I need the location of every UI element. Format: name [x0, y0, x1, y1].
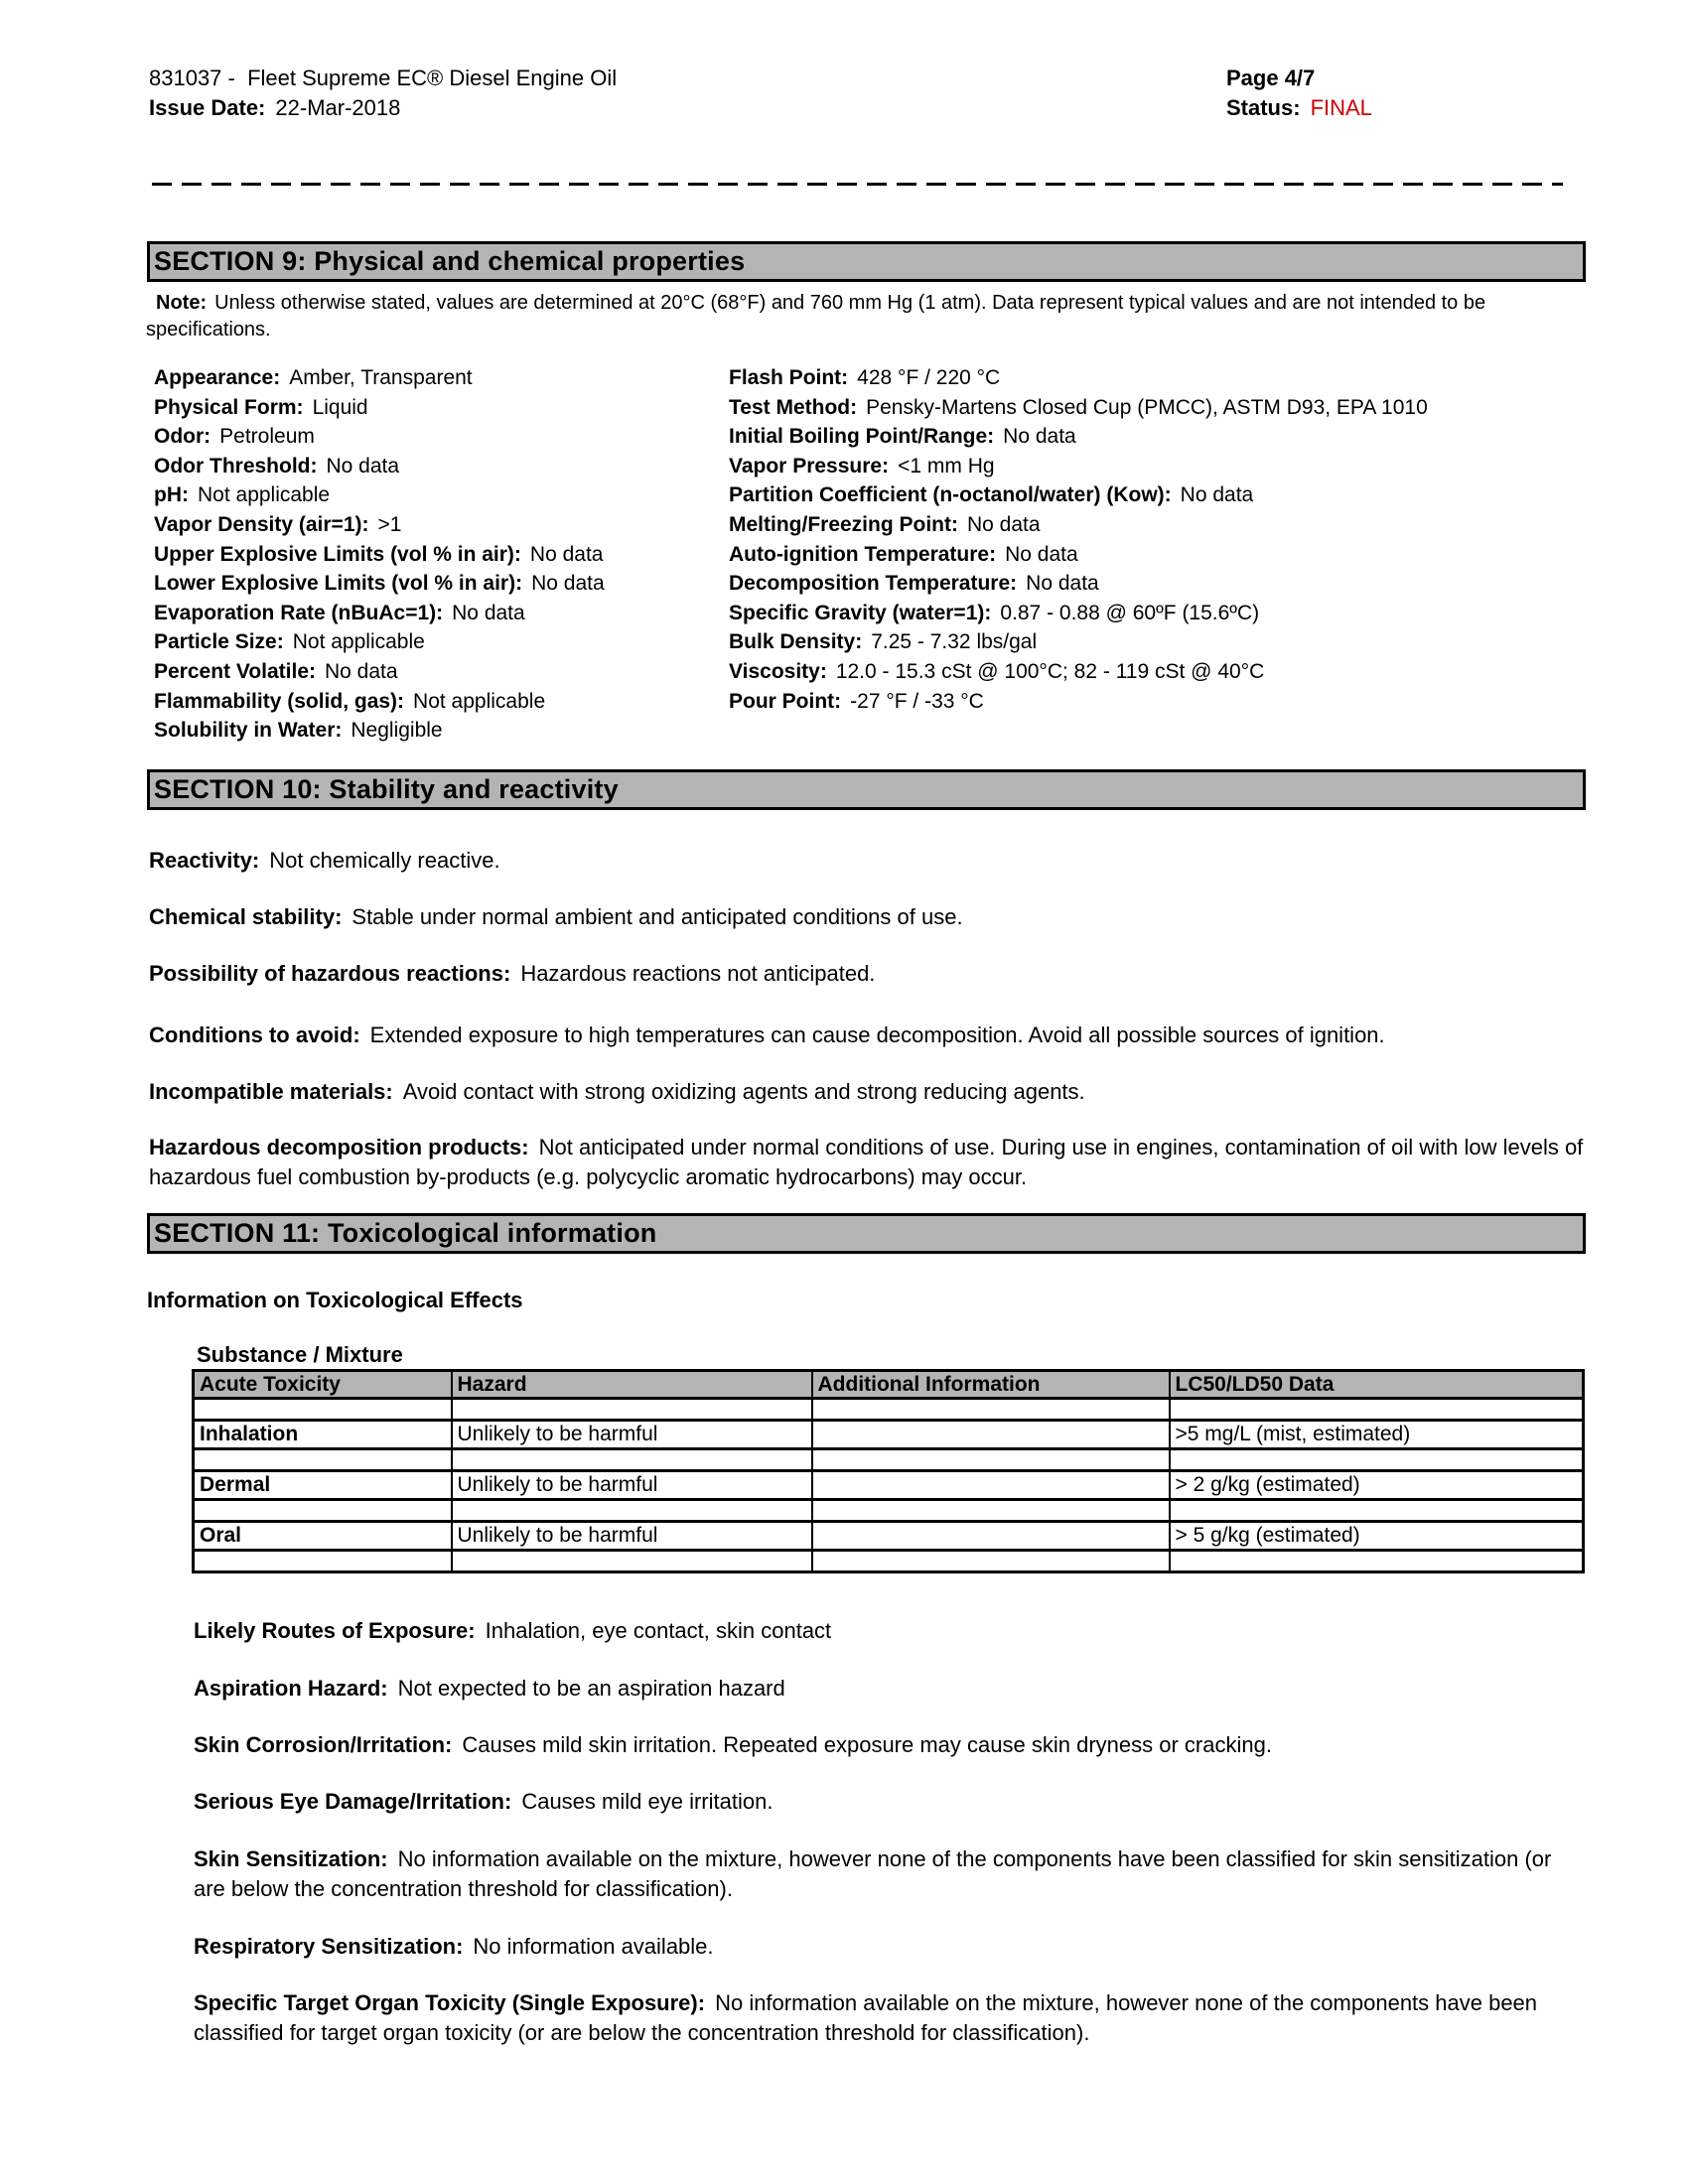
prop-partition-coefficient [729, 480, 1428, 510]
para-value: Extended exposure to high temperatures can cause decomposition. Avoid all possible sources of ignition. [369, 1023, 1385, 1047]
prop-label: Decomposition Temperature: [729, 572, 1018, 596]
prop-label: Partition Coefficient (n-octanol/water) (Kow): [729, 483, 1172, 507]
prop-label: Evaporation Rate (nBuAc=1): [154, 601, 444, 624]
spacer-row [194, 1449, 1584, 1471]
prop-value: Liquid [312, 395, 368, 419]
prop-value: -27 °F / -33 °C [850, 689, 984, 713]
para-value: Hazardous reactions not anticipated. [520, 961, 876, 986]
para-value: Inhalation, eye contact, skin contact [485, 1618, 832, 1643]
prop-label: Test Method: [729, 395, 858, 419]
para-value: No information available on the mixture, however none of the components have been classified for skin sensitization (or are below the concentration threshold for classification). [194, 1846, 1552, 1901]
prop-appearance [154, 363, 605, 393]
prop-label: Vapor Density (air=1): [154, 512, 369, 536]
skin-corrosion-irritation [194, 1730, 1579, 1760]
product-title: 831037 - Fleet Supreme EC® Diesel Engine Oil [149, 66, 618, 90]
issue-date-value: 22-Mar-2018 [275, 95, 401, 120]
prop-solubility-in-water [154, 716, 605, 746]
col-header-hazard: Hazard [452, 1371, 812, 1399]
section-9-note [146, 290, 1588, 343]
empty-cell [194, 1551, 452, 1572]
col-header-additional-information: Additional Information [812, 1371, 1170, 1399]
status-value: FINAL [1310, 95, 1372, 120]
prop-flammability [154, 687, 605, 717]
section-9-header: SECTION 9: Physical and chemical properties [147, 241, 1586, 282]
table-row-oral [194, 1522, 1584, 1551]
acute-toxicity-table [192, 1369, 1585, 1573]
empty-cell [1170, 1500, 1584, 1522]
prop-label: Flammability (solid, gas): [154, 689, 405, 713]
para-value: Avoid contact with strong oxidizing agents and strong reducing agents. [402, 1079, 1085, 1104]
para-value: No information available on the mixture, however none of the components have been classified for target organ toxicity (or are below the concentration threshold for classification). [194, 1990, 1538, 2045]
prop-label: Melting/Freezing Point: [729, 512, 958, 536]
route-cell: Oral [194, 1522, 452, 1551]
para-value: Causes mild skin irritation. Repeated exposure may cause skin dryness or cracking. [462, 1732, 1272, 1757]
prop-melting-freezing-point [729, 510, 1428, 540]
para-label: Conditions to avoid: [149, 1023, 360, 1047]
para-value: Causes mild eye irritation. [521, 1789, 774, 1814]
empty-cell [194, 1449, 452, 1471]
empty-cell [812, 1399, 1170, 1421]
prop-value: 0.87 - 0.88 @ 60ºF (15.6ºC) [1000, 601, 1260, 624]
prop-test-method [729, 393, 1428, 423]
empty-cell [812, 1500, 1170, 1522]
empty-cell [1170, 1399, 1584, 1421]
prop-vapor-density [154, 510, 605, 540]
table-header-row [194, 1371, 1584, 1399]
prop-label: Particle Size: [154, 630, 284, 654]
prop-value: No data [1003, 425, 1076, 449]
prop-value: Not applicable [292, 630, 425, 654]
prop-label: Specific Gravity (water=1): [729, 601, 992, 624]
para-label: Respiratory Sensitization: [194, 1934, 464, 1959]
header-divider [152, 183, 1563, 186]
lc50-cell: > 2 g/kg (estimated) [1170, 1471, 1584, 1500]
prop-lower-explosive-limits [154, 569, 605, 599]
prop-label: Lower Explosive Limits (vol % in air): [154, 572, 523, 596]
prop-flash-point [729, 363, 1428, 393]
prop-label: Initial Boiling Point/Range: [729, 425, 995, 449]
status-line [1226, 93, 1372, 123]
prop-value: Not applicable [198, 483, 331, 507]
para-label: Aspiration Hazard: [194, 1676, 388, 1701]
prop-value: No data [325, 659, 398, 683]
prop-odor [154, 422, 605, 452]
hazard-cell: Unlikely to be harmful [452, 1421, 812, 1449]
chemical-stability [149, 902, 1594, 932]
toxicological-effects-subtitle: Information on Toxicological Effects [147, 1288, 523, 1312]
prop-vapor-pressure [729, 452, 1428, 481]
para-label: Skin Sensitization: [194, 1846, 388, 1871]
prop-pour-point [729, 687, 1428, 717]
prop-evaporation-rate [154, 599, 605, 628]
prop-label: Physical Form: [154, 395, 304, 419]
prop-label: Auto-ignition Temperature: [729, 542, 997, 566]
prop-value: No data [1026, 572, 1099, 596]
prop-value: No data [1180, 483, 1254, 507]
para-value: Not expected to be an aspiration hazard [397, 1676, 785, 1701]
empty-cell [452, 1449, 812, 1471]
para-value: Not chemically reactive. [269, 848, 500, 873]
additional-info-cell [812, 1421, 1170, 1449]
para-label: Incompatible materials: [149, 1079, 393, 1104]
prop-value: Pensky-Martens Closed Cup (PMCC), ASTM D93, EPA 1010 [866, 395, 1428, 419]
para-label: Chemical stability: [149, 904, 343, 929]
empty-cell [194, 1500, 452, 1522]
prop-viscosity [729, 657, 1428, 687]
prop-initial-boiling-point [729, 422, 1428, 452]
additional-info-cell [812, 1522, 1170, 1551]
reactivity [149, 846, 1594, 876]
prop-value: No data [1005, 542, 1078, 566]
empty-cell [1170, 1551, 1584, 1572]
document-header-left [149, 64, 617, 123]
para-label: Specific Target Organ Toxicity (Single Exposure): [194, 1990, 706, 2015]
para-label: Skin Corrosion/Irritation: [194, 1732, 453, 1757]
section-11-header: SECTION 11: Toxicological information [147, 1213, 1586, 1254]
conditions-to-avoid [149, 1021, 1594, 1050]
respiratory-sensitization [194, 1932, 1579, 1962]
prop-value: No data [452, 601, 525, 624]
prop-value: Negligible [351, 719, 443, 743]
prop-label: Bulk Density: [729, 630, 863, 654]
hazard-cell: Unlikely to be harmful [452, 1522, 812, 1551]
aspiration-hazard [194, 1674, 1579, 1704]
prop-label: Appearance: [154, 366, 281, 389]
page-number: Page 4/7 [1226, 66, 1316, 90]
table-row-dermal [194, 1471, 1584, 1500]
note-text: Unless otherwise stated, values are determined at 20°C (68°F) and 760 mm Hg (1 atm). Data represent typical values and are not intended to be specifications. [146, 292, 1486, 341]
prop-label: Vapor Pressure: [729, 454, 890, 478]
incompatible-materials [149, 1077, 1594, 1107]
prop-label: pH: [154, 483, 189, 507]
spacer-row [194, 1399, 1584, 1421]
spacer-row [194, 1551, 1584, 1572]
document-header-right [1226, 64, 1372, 123]
prop-value: No data [531, 572, 605, 596]
prop-value: No data [326, 454, 400, 478]
section-10-header: SECTION 10: Stability and reactivity [147, 769, 1586, 810]
empty-cell [452, 1551, 812, 1572]
table-row-inhalation [194, 1421, 1584, 1449]
hazard-cell: Unlikely to be harmful [452, 1471, 812, 1500]
col-header-lc50-ld50-data: LC50/LD50 Data [1170, 1371, 1584, 1399]
specific-target-organ-toxicity-single-exposure [194, 1988, 1579, 2048]
physical-properties-left-column [154, 363, 605, 746]
possibility-of-hazardous-reactions [149, 959, 1594, 989]
additional-info-cell [812, 1471, 1170, 1500]
physical-properties-right-column [729, 363, 1428, 716]
para-value: No information available. [473, 1934, 714, 1959]
hazardous-decomposition-products [149, 1133, 1594, 1192]
prop-value: 12.0 - 15.3 cSt @ 100°C; 82 - 119 cSt @ 40°C [835, 659, 1265, 683]
lc50-cell: > 5 g/kg (estimated) [1170, 1522, 1584, 1551]
prop-physical-form [154, 393, 605, 423]
status-label: Status: [1226, 95, 1301, 120]
route-cell: Inhalation [194, 1421, 452, 1449]
prop-value: Amber, Transparent [289, 366, 473, 389]
prop-auto-ignition-temperature [729, 540, 1428, 570]
para-label: Reactivity: [149, 848, 260, 873]
route-cell: Dermal [194, 1471, 452, 1500]
serious-eye-damage-irritation [194, 1787, 1579, 1817]
prop-decomposition-temperature [729, 569, 1428, 599]
prop-label: Viscosity: [729, 659, 827, 683]
prop-label: Flash Point: [729, 366, 849, 389]
issue-date-label: Issue Date: [149, 95, 266, 120]
prop-value: Not applicable [413, 689, 546, 713]
empty-cell [1170, 1449, 1584, 1471]
para-label: Hazardous decomposition products: [149, 1135, 529, 1160]
para-label: Serious Eye Damage/Irritation: [194, 1789, 512, 1814]
prop-value: >1 [377, 512, 402, 536]
prop-label: Solubility in Water: [154, 719, 343, 743]
para-label: Likely Routes of Exposure: [194, 1618, 476, 1643]
prop-specific-gravity [729, 599, 1428, 628]
prop-percent-volatile [154, 657, 605, 687]
empty-cell [812, 1551, 1170, 1572]
substance-mixture-label: Substance / Mixture [197, 1342, 403, 1367]
prop-value: No data [529, 542, 604, 566]
para-label: Possibility of hazardous reactions: [149, 961, 511, 986]
empty-cell [812, 1449, 1170, 1471]
para-value: Not anticipated under normal conditions of use. During use in engines, contamination of oil with low levels of hazardous fuel combustion by-products (e.g. polycyclic aromatic hydrocarbons) may occur. [149, 1135, 1584, 1189]
prop-particle-size [154, 627, 605, 657]
skin-sensitization [194, 1844, 1579, 1904]
prop-value: 428 °F / 220 °C [857, 366, 1001, 389]
prop-label: Odor Threshold: [154, 454, 318, 478]
prop-ph [154, 480, 605, 510]
prop-label: Odor: [154, 425, 211, 449]
empty-cell [194, 1399, 452, 1421]
note-label: Note: [156, 292, 208, 314]
prop-value: <1 mm Hg [898, 454, 995, 478]
prop-value: 7.25 - 7.32 lbs/gal [871, 630, 1038, 654]
prop-value: Petroleum [219, 425, 315, 449]
spacer-row [194, 1500, 1584, 1522]
likely-routes-of-exposure [194, 1616, 1579, 1646]
prop-label: Upper Explosive Limits (vol % in air): [154, 542, 521, 566]
prop-bulk-density [729, 627, 1428, 657]
lc50-cell: >5 mg/L (mist, estimated) [1170, 1421, 1584, 1449]
prop-label: Pour Point: [729, 689, 842, 713]
col-header-acute-toxicity: Acute Toxicity [194, 1371, 452, 1399]
empty-cell [452, 1399, 812, 1421]
prop-upper-explosive-limits [154, 540, 605, 570]
empty-cell [452, 1500, 812, 1522]
issue-date-line [149, 93, 617, 123]
para-value: Stable under normal ambient and anticipated conditions of use. [352, 904, 963, 929]
prop-value: No data [967, 512, 1041, 536]
prop-label: Percent Volatile: [154, 659, 316, 683]
prop-odor-threshold [154, 452, 605, 481]
